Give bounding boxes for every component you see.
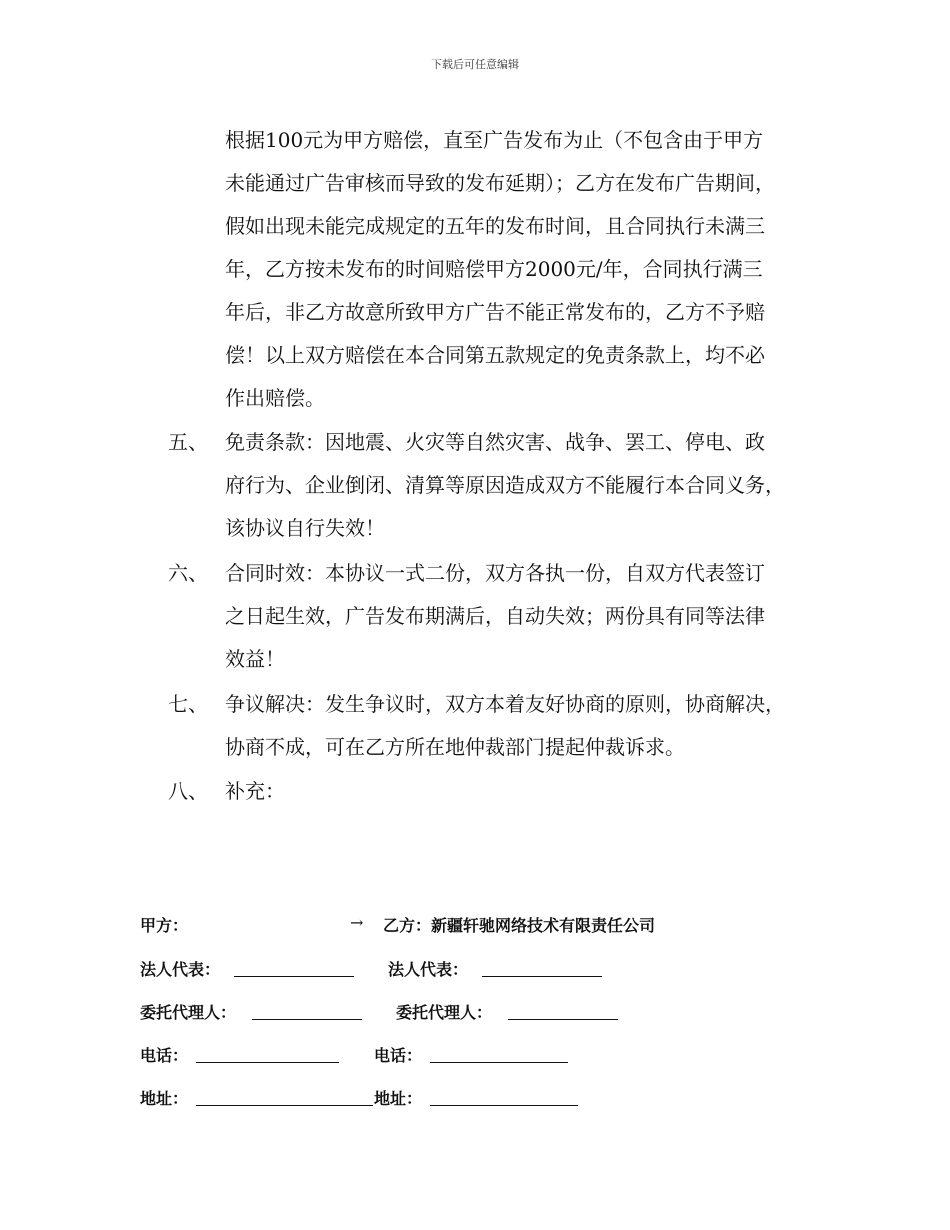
- clause-line: 合同时效：本协议一式二份，双方各执一份，自双方代表签订: [225, 561, 765, 585]
- address-a-label: 地址：: [140, 1089, 189, 1108]
- clause-line: 该协议自行失效！: [225, 516, 385, 540]
- agent-b-blank[interactable]: [508, 1019, 618, 1020]
- phone-a-blank[interactable]: [196, 1062, 339, 1063]
- clause-number: 六、: [168, 561, 208, 585]
- page-header-note: 下载后可任意编辑: [431, 58, 519, 71]
- phone-b-label: 电话：: [374, 1046, 423, 1065]
- paragraph-line: 未能通过广告审核而导致的发布延期）；乙方在发布广告期间，: [225, 171, 775, 195]
- legal-rep-a-label: 法人代表：: [140, 960, 221, 979]
- party-b-label: 乙方：新疆轩驰网络技术有限责任公司: [383, 916, 656, 935]
- paragraph-line: 年，乙方按未发布的时间赔偿甲方2000元/年，合同执行满三: [225, 257, 763, 281]
- phone-b-blank[interactable]: [430, 1062, 568, 1063]
- address-b-blank[interactable]: [430, 1105, 578, 1106]
- paragraph-line: 偿！以上双方赔偿在本合同第五款规定的免责条款上，均不必: [225, 343, 765, 367]
- arrow-icon: →: [350, 913, 364, 932]
- address-b-label: 地址：: [374, 1089, 423, 1108]
- address-a-blank[interactable]: [196, 1105, 373, 1106]
- paragraph-line: 年后，非乙方故意所致甲方广告不能正常发布的，乙方不予赔: [225, 300, 765, 324]
- legal-rep-a-blank[interactable]: [234, 976, 354, 977]
- phone-a-label: 电话：: [140, 1046, 189, 1065]
- legal-rep-b-label: 法人代表：: [388, 960, 469, 979]
- agent-a-blank[interactable]: [252, 1019, 362, 1020]
- agent-b-label: 委托代理人：: [396, 1003, 493, 1022]
- clause-number: 五、: [168, 430, 208, 454]
- clause-line: 补充：: [225, 779, 285, 803]
- clause-line: 府行为、企业倒闭、清算等原因造成双方不能履行本合同义务，: [225, 473, 785, 497]
- paragraph-line: 根据100元为甲方赔偿，直至广告发布为止（不包含由于甲方: [225, 128, 764, 152]
- clause-number: 七、: [168, 692, 208, 716]
- clause-line: 之日起生效，广告发布期满后，自动失效；两份具有同等法律: [225, 604, 765, 628]
- paragraph-line: 假如出现未能完成规定的五年的发布时间，且合同执行未满三: [225, 214, 765, 238]
- clause-line: 效益！: [225, 647, 285, 671]
- clause-line: 协商不成，可在乙方所在地仲裁部门提起仲裁诉求。: [225, 735, 685, 759]
- paragraph-line: 作出赔偿。: [225, 386, 325, 410]
- agent-a-label: 委托代理人：: [140, 1003, 237, 1022]
- clause-number: 八、: [168, 779, 208, 803]
- legal-rep-b-blank[interactable]: [482, 976, 602, 977]
- clause-line: 免责条款：因地震、火灾等自然灾害、战争、罢工、停电、政: [225, 430, 765, 454]
- clause-line: 争议解决：发生争议时，双方本着友好协商的原则，协商解决，: [225, 692, 785, 716]
- party-a-label: 甲方：: [140, 916, 189, 935]
